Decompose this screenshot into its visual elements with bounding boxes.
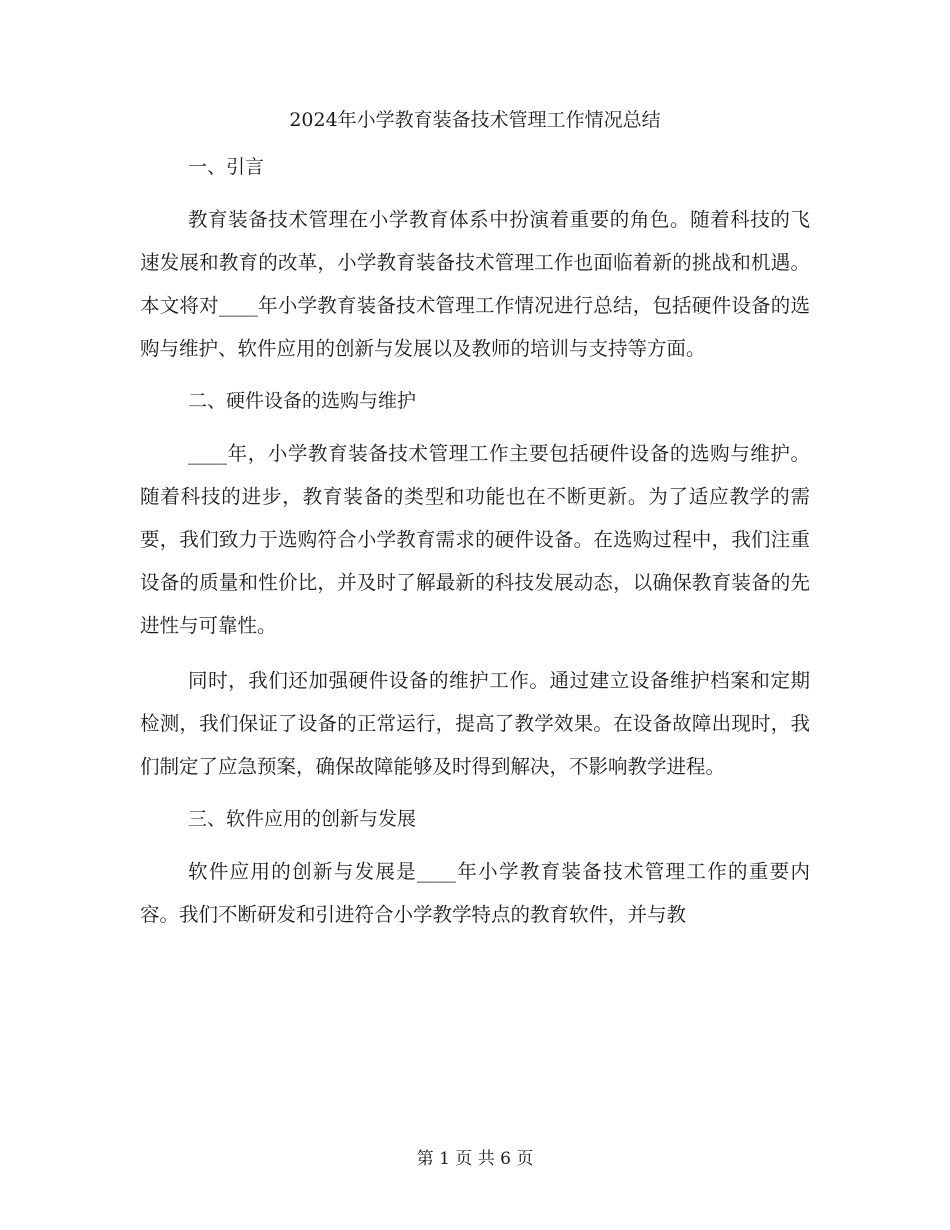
paragraph: 教育装备技术管理在小学教育体系中扮演着重要的角色。随着科技的飞速发展和教育的改革，小学教育装备技术管理工作也面临着新的挑战和机遇。本文将对____年小学教育装备技术管理工作情况进行总结，包括硬件设备的选购与维护、软件应用的创新与发展以及教师的培训与支持等方面。 [140, 208, 810, 360]
paragraph: ____年，小学教育装备技术管理工作主要包括硬件设备的选购与维护。随着科技的进步，教育装备的类型和功能也在不断更新。为了适应教学的需要，我们致力于选购符合小学教育需求的硬件设备。在选购过程中，我们注重设备的质量和性价比，并及时了解最新的科技发展动态，以确保教育装备的先进性与可靠性。 [140, 442, 810, 637]
section-heading: 一、引言 [188, 156, 265, 178]
section-software [140, 800, 810, 936]
section-introduction [140, 148, 810, 370]
section-hardware [140, 382, 810, 788]
section-heading: 二、硬件设备的选购与维护 [188, 390, 417, 412]
paragraph: 同时，我们还加强硬件设备的维护工作。通过建立设备维护档案和定期检测，我们保证了设备的正常运行，提高了教学效果。在设备故障出现时，我们制定了应急预案，确保故障能够及时得到解决，不影响教学进程。 [140, 669, 810, 778]
document-title: 2024年小学教育装备技术管理工作情况总结 [289, 109, 661, 131]
document-body [140, 100, 810, 948]
page-number-footer: 第 1 页 共 6 页 [416, 1149, 534, 1169]
section-heading: 三、软件应用的创新与发展 [188, 808, 417, 830]
paragraph: 软件应用的创新与发展是____年小学教育装备技术管理工作的重要内容。我们不断研发和引进符合小学教学特点的教育软件，并与教 [140, 860, 810, 926]
